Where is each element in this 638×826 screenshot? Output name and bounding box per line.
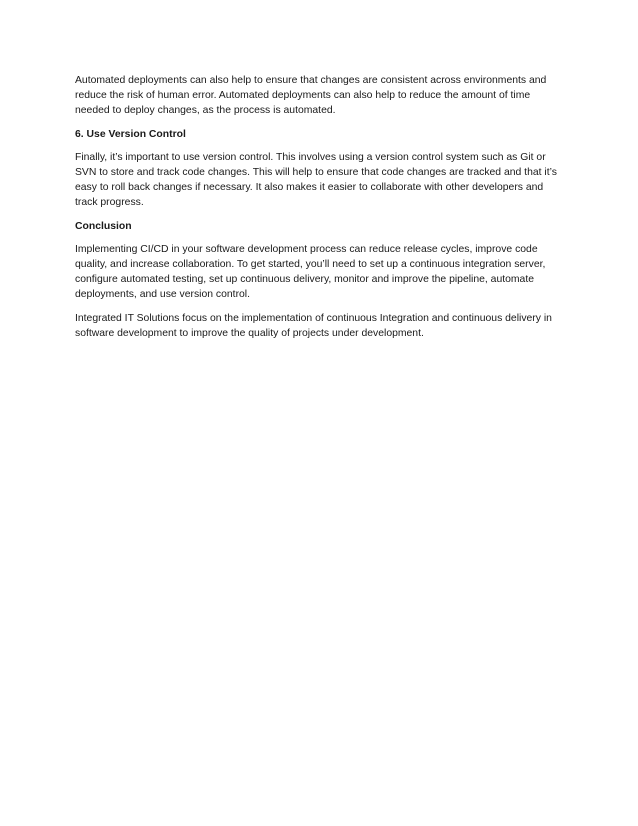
paragraph-automated-deployments: Automated deployments can also help to ensure that changes are consistent across environments and reduce the risk of human error. Automated deployments can also help to reduce the amount of time needed to deploy changes, as the process is automated.: [75, 75, 547, 117]
section-heading-conclusion: Conclusion: [75, 220, 132, 232]
section-heading-version-control: 6. Use Version Control: [75, 128, 186, 140]
paragraph-conclusion: Implementing CI/CD in your software development process can reduce release cycles, improve code quality, and increase collaboration. To get started, you’ll need to set up a continuous integration server, configure automated testing, set up continuous delivery, monitor and improve the pipeline, automate deployments, and use version control.: [75, 243, 546, 301]
document-body: [75, 73, 567, 350]
paragraph-version-control: Finally, it’s important to use version control. This involves using a version control system such as Git or SVN to store and track code changes. This will help to ensure that code changes are tracked and that it’s easy to roll back changes if necessary. It also makes it easier to collaborate with other developers and track progress.: [75, 151, 557, 209]
paragraph-closing-statement: Integrated IT Solutions focus on the implementation of continuous Integration and continuous delivery in software development to improve the quality of projects under development.: [75, 312, 552, 340]
